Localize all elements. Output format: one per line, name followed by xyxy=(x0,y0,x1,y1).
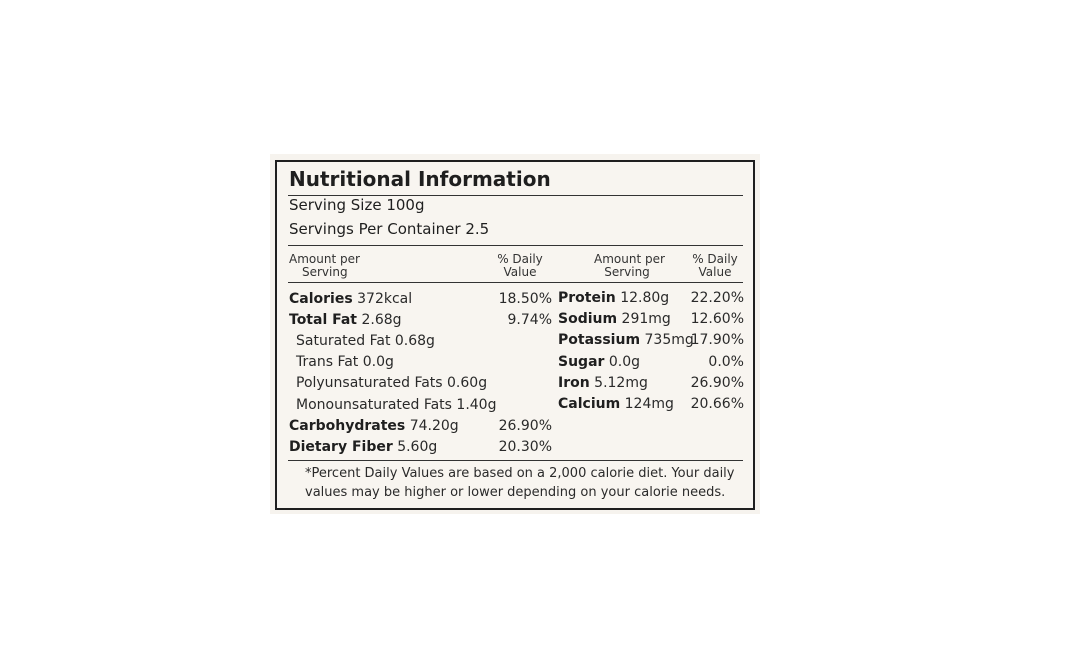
header-amount-right-1: Amount per xyxy=(594,252,665,266)
nutrient-row-monounsaturated-fats: Monounsaturated Fats 1.40g xyxy=(296,397,497,413)
nutrient-row-sodium xyxy=(558,311,671,327)
nutrient-name: Sugar xyxy=(558,354,605,370)
nutrient-dv-iron: 26.90% xyxy=(690,375,744,391)
nutrient-amount: 2.68g xyxy=(361,312,402,328)
nutrient-name: Calcium xyxy=(558,396,621,412)
nutrient-row-polyunsaturated-fats: Polyunsaturated Fats 0.60g xyxy=(296,375,488,391)
nutrient-dv-protein: 22.20% xyxy=(690,290,744,306)
nutrient-name: Protein xyxy=(558,290,616,306)
footnote: *Percent Daily Values are based on a 2,000 calorie diet. Your daily values may be higher or lower depending on your calorie needs. xyxy=(305,466,735,500)
serving-size: Serving Size 100g xyxy=(289,196,425,214)
header-daily-left-1: % Daily xyxy=(497,252,543,266)
header-daily-right-1: % Daily xyxy=(692,252,738,266)
nutrient-name: Potassium xyxy=(558,332,641,348)
header-amount-left-2: Serving xyxy=(302,265,348,279)
nutrient-dv-dietary-fiber: 20.30% xyxy=(498,439,552,455)
nutrition-label xyxy=(275,160,755,510)
serving-divider xyxy=(288,245,743,246)
header-amount-right-2: Serving xyxy=(604,265,650,279)
nutrient-name: Carbohydrates xyxy=(289,418,406,434)
nutrient-row-protein xyxy=(558,290,669,306)
header-daily-left-2: Value xyxy=(503,265,537,279)
nutrient-amount: 372kcal xyxy=(357,291,413,307)
nutrient-row-sugar xyxy=(558,354,640,370)
nutrient-dv-sodium: 12.60% xyxy=(690,311,744,327)
nutrient-amount: 291mg xyxy=(621,311,671,327)
nutrient-amount: 5.12mg xyxy=(594,375,648,391)
servings-per-container: Servings Per Container 2.5 xyxy=(289,220,490,238)
nutrient-row-trans-fat: Trans Fat 0.0g xyxy=(296,354,394,370)
nutrient-row-dietary-fiber xyxy=(289,439,437,455)
label-title: Nutritional Information xyxy=(289,167,551,191)
nutrient-name: Calories xyxy=(289,291,353,307)
nutrient-amount: 12.80g xyxy=(620,290,670,306)
header-amount-left-1: Amount per xyxy=(289,252,360,266)
nutrient-amount: 74.20g xyxy=(409,418,459,434)
nutrient-name: Iron xyxy=(558,375,590,391)
footnote-divider xyxy=(288,460,743,461)
nutrient-name: Total Fat xyxy=(289,312,358,328)
header-daily-right-2: Value xyxy=(698,265,732,279)
nutrient-row-total-fat xyxy=(289,312,402,328)
nutrient-amount: 124mg xyxy=(624,396,674,412)
nutrient-dv-sugar: 0.0% xyxy=(708,354,744,370)
nutrient-row-calcium xyxy=(558,396,674,412)
nutrient-amount: 5.60g xyxy=(397,439,438,455)
nutrient-row-saturated-fat: Saturated Fat 0.68g xyxy=(296,333,435,349)
nutrient-name: Dietary Fiber xyxy=(289,439,393,455)
nutrient-row-calories xyxy=(289,291,412,307)
nutrient-row-iron xyxy=(558,375,648,391)
nutrient-dv-calcium: 20.66% xyxy=(690,396,744,412)
nutrient-amount: 0.0g xyxy=(608,354,641,370)
header-divider xyxy=(288,282,743,283)
nutrient-dv-total-fat: 9.74% xyxy=(507,312,552,328)
nutrient-dv-calories: 18.50% xyxy=(498,291,552,307)
nutrient-name: Sodium xyxy=(558,311,618,327)
nutrient-dv-carbohydrates: 26.90% xyxy=(498,418,552,434)
nutrient-row-carbohydrates xyxy=(289,418,459,434)
nutrient-dv-potassium: 17.90% xyxy=(690,332,744,348)
nutrient-amount: 735mg xyxy=(644,332,694,348)
